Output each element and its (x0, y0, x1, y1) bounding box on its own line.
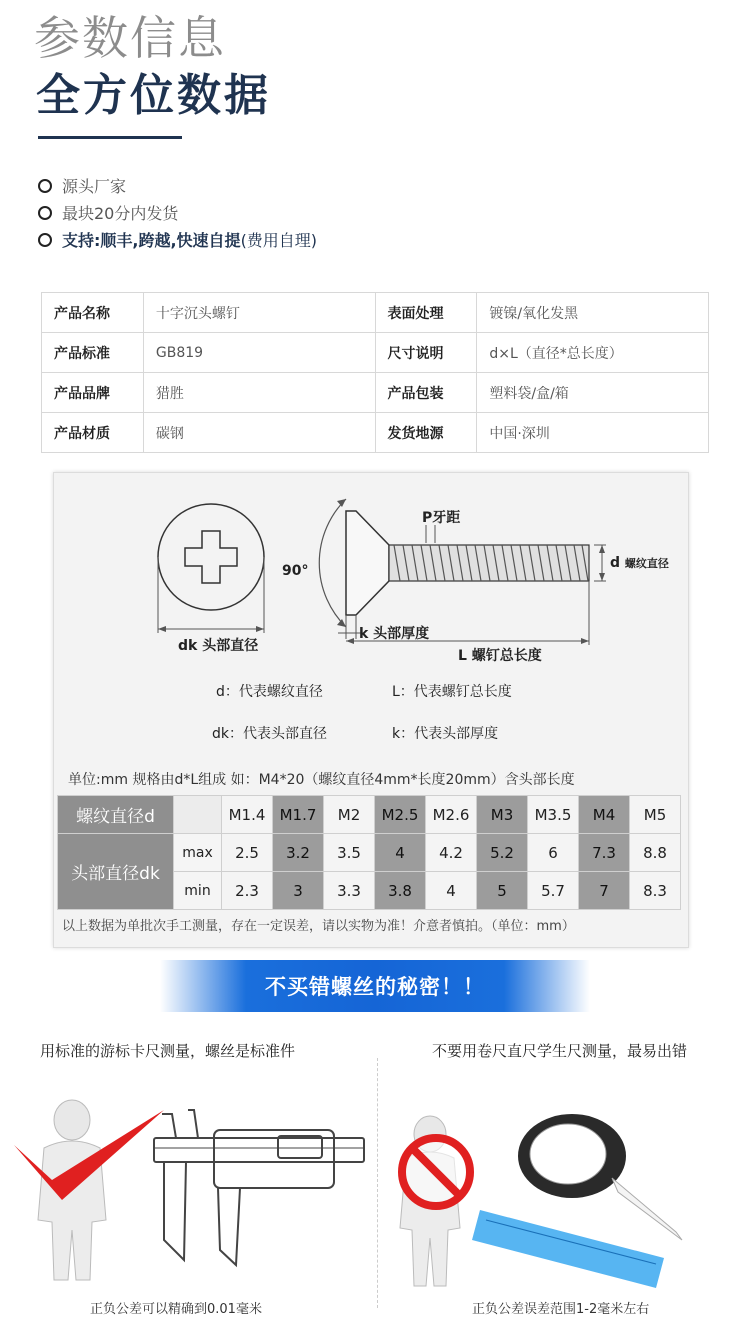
screw-head-side (346, 511, 389, 615)
d-letter: d (610, 555, 621, 571)
size-cell: M4 (579, 796, 630, 834)
screw-diagram-panel (53, 472, 689, 948)
legend-d: d：代表螺纹直径 (216, 684, 323, 700)
tape-illustration (386, 1108, 736, 1294)
spec-key: 产品品牌 (42, 373, 144, 413)
dk-min-cell: 3.8 (375, 872, 426, 910)
vernier-caliper (154, 1110, 364, 1265)
dk-max-cell: 3.2 (273, 834, 324, 872)
spec-key: 尺寸说明 (375, 333, 477, 373)
dk-min-cell: 3.3 (324, 872, 375, 910)
dk-min-cell: 2.3 (222, 872, 273, 910)
screw-head-circle (158, 504, 264, 610)
feature-item (38, 172, 317, 199)
spec-value: GB819 (143, 333, 375, 373)
table-row (42, 413, 709, 453)
right-caption: 正负公差误差范围1-2毫米左右 (472, 1302, 650, 1317)
circle-icon (38, 233, 52, 247)
dk-max-cell: 7.3 (579, 834, 630, 872)
dk-min-cell: 4 (426, 872, 477, 910)
table-row (58, 796, 681, 834)
title-bold: 全方位数据 (36, 70, 271, 121)
spec-table (41, 292, 709, 453)
right-title: 不要用卷尺直尺学生尺测量，最易出错 (432, 1042, 688, 1060)
dk-min-cell: 5 (477, 872, 528, 910)
dk-max-cell: 6 (528, 834, 579, 872)
feature-text-bold: 支持:顺丰,跨越,快速自提 (62, 231, 241, 250)
student-ruler (472, 1210, 664, 1288)
legend-k: k：代表头部厚度 (392, 726, 499, 742)
title-light: 参数信息 (34, 11, 226, 65)
head-diameter-label: dk 头部直径 (178, 638, 259, 654)
legend-dk: dk：代表头部直径 (212, 726, 327, 742)
spec-key: 发货地源 (375, 413, 477, 453)
left-caption: 正负公差可以精确到0.01毫米 (90, 1302, 262, 1317)
blank-cell (174, 796, 222, 834)
size-cell: M2 (324, 796, 375, 834)
size-cell: M3 (477, 796, 528, 834)
unit-line: 单位:mm 规格由d*L组成 如：M4*20（螺纹直径4mm*长度20mm）含头部长度 (68, 772, 575, 788)
feature-list (38, 172, 317, 253)
size-cell: M2.5 (375, 796, 426, 834)
spec-value: 中国·深圳 (477, 413, 709, 453)
measurement-note: 以上数据为单批次手工测量，存在一定误差，请以实物为准！介意者慎拍。（单位：mm） (62, 919, 575, 934)
caliper-illustration (14, 1090, 374, 1290)
feature-text: 源头厂家 (62, 177, 127, 196)
spec-key: 表面处理 (375, 293, 477, 333)
dimension-table (57, 795, 681, 910)
table-row (42, 373, 709, 413)
pitch-label: P牙距 (422, 510, 461, 526)
legend-L: L：代表螺钉总长度 (392, 684, 512, 700)
phillips-cross-icon (185, 531, 237, 583)
spec-value: 镀镍/氧化发黑 (477, 293, 709, 333)
size-cell: M1.4 (222, 796, 273, 834)
spec-key: 产品名称 (42, 293, 144, 333)
circle-icon (38, 179, 52, 193)
dk-min-cell: 5.7 (528, 872, 579, 910)
spec-key: 产品包装 (375, 373, 477, 413)
row-head-thread: 螺纹直径d (58, 796, 174, 834)
spec-key: 产品标准 (42, 333, 144, 373)
spec-key: 产品材质 (42, 413, 144, 453)
dk-max-cell: 3.5 (324, 834, 375, 872)
tape-measure (518, 1114, 682, 1240)
table-row (42, 333, 709, 373)
spec-value: d×L（直径*总长度） (477, 333, 709, 373)
spec-value: 猎胜 (143, 373, 375, 413)
total-length-label: L 螺钉总长度 (458, 648, 542, 664)
circle-icon (38, 206, 52, 220)
angle-label: 90° (282, 563, 309, 579)
dk-max-cell: 4.2 (426, 834, 477, 872)
size-cell: M5 (630, 796, 681, 834)
size-cell: M3.5 (528, 796, 579, 834)
feature-item (38, 226, 317, 253)
dk-min-cell: 8.3 (630, 872, 681, 910)
feature-text: 最块20分内发货 (62, 204, 179, 223)
table-row (42, 293, 709, 333)
feature-item (38, 199, 317, 226)
row-head-head: 头部直径dk (58, 834, 174, 910)
dk-min-cell: 7 (579, 872, 630, 910)
left-title: 用标准的游标卡尺测量，螺丝是标准件 (40, 1042, 296, 1060)
spec-value: 塑料袋/盒/箱 (477, 373, 709, 413)
size-cell: M2.6 (426, 796, 477, 834)
dk-max-cell: 4 (375, 834, 426, 872)
size-cell: M1.7 (273, 796, 324, 834)
spec-value: 碳钢 (143, 413, 375, 453)
dk-max-cell: 5.2 (477, 834, 528, 872)
table-row (58, 834, 681, 872)
column-divider (377, 1058, 378, 1308)
dk-min-cell: 3 (273, 872, 324, 910)
secret-banner: 不买错螺丝的秘密！！ (160, 960, 590, 1012)
sub-head-min: min (174, 872, 222, 910)
dk-max-cell: 8.8 (630, 834, 681, 872)
head-thickness-label: k 头部厚度 (359, 626, 430, 642)
thread-diameter-label (610, 555, 669, 571)
d-caption: 螺纹直径 (624, 557, 669, 570)
dk-max-cell: 2.5 (222, 834, 273, 872)
sub-head-max: max (174, 834, 222, 872)
feature-text-note: (费用自理) (240, 231, 318, 250)
title-underline (38, 136, 182, 139)
spec-value: 十字沉头螺钉 (143, 293, 375, 333)
